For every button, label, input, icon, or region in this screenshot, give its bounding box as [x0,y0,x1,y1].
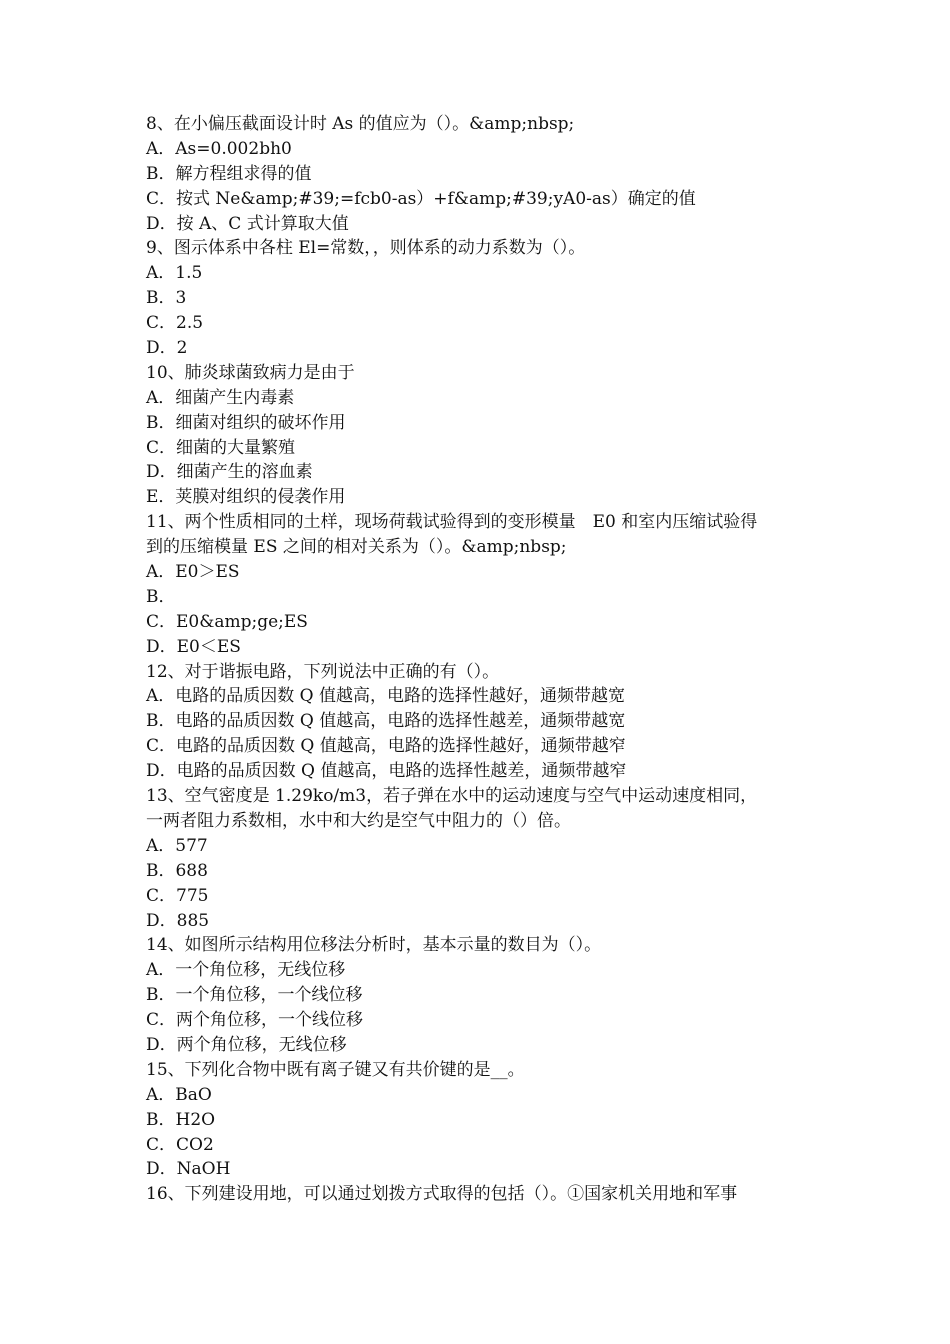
text-line: 9、图示体系中各柱 El=常数，，则体系的动力系数为（）。 [146,238,586,259]
text-line: 13、空气密度是 1.29ko/m3，若子弹在水中的运动速度与空气中运动速度相同， [146,786,758,807]
text-line: C．细菌的大量繁殖 [146,437,296,458]
text-line: B．688 [146,860,208,881]
text-line: D．电路的品质因数 Q 值越高，电路的选择性越差，通频带越窄 [146,761,627,782]
text-line: D．885 [146,910,210,931]
question-text-block [146,112,811,1207]
text-line: D．细菌产生的溶血素 [146,462,313,483]
text-line: A．一个角位移，无线位移 [146,960,346,981]
text-line: 一两者阻力系数相，水中和大约是空气中阻力的（）倍。 [146,810,571,831]
text-line: 到的压缩模量 ES 之间的相对关系为（）。&amp;nbsp; [146,537,567,558]
text-line: C．775 [146,885,209,906]
text-line: A．As=0.002bh0 [146,138,292,159]
text-line: A．1.5 [146,263,203,284]
text-line: 11、两个性质相同的土样，现场荷载试验得到的变形模量 E0 和室内压缩试验得 [146,512,758,533]
text-line: D．NaOH [146,1159,231,1180]
text-line: 16、下列建设用地，可以通过划拨方式取得的包括（）。①国家机关用地和军事 [146,1184,738,1205]
text-line: B．一个角位移，一个线位移 [146,985,363,1006]
text-line: B．解方程组求得的值 [146,163,312,184]
text-line: A．电路的品质因数 Q 值越高，电路的选择性越好，通频带越宽 [146,686,626,707]
text-line: A．E0＞ES [146,562,240,583]
text-line: 15、下列化合物中既有离子键又有共价键的是__。 [146,1059,525,1080]
text-line: 10、肺炎球菌致病力是由于 [146,362,355,383]
text-line: C．两个角位移，一个线位移 [146,1010,364,1031]
text-line: D．两个角位移，无线位移 [146,1034,347,1055]
text-line: D．E0＜ES [146,636,241,657]
text-line: A．细菌产生内毒素 [146,387,295,408]
text-line: B．3 [146,288,187,309]
text-line: D．按 A、C 式计算取大值 [146,213,349,234]
text-line: 8、在小偏压截面设计时 As 的值应为（）。&amp;nbsp; [146,114,575,134]
text-line: C．2.5 [146,313,204,334]
text-line: C．电路的品质因数 Q 值越高，电路的选择性越好，通频带越窄 [146,736,626,757]
text-line: C．按式 Ne&amp;#39;=fcb0-as）+f&amp;#39;yA0-as）确定的值 [146,188,696,209]
text-line: C．CO2 [146,1134,214,1155]
text-line: A．577 [146,835,208,856]
text-line: B．细菌对组织的破坏作用 [146,412,346,433]
text-line: E．荚膜对组织的侵袭作用 [146,487,346,508]
text-line: 14、如图所示结构用位移法分析时，基本示量的数目为（）。 [146,935,602,956]
text-line: 12、对于谐振电路，下列说法中正确的有（）。 [146,661,500,682]
text-line: A．BaO [146,1084,212,1105]
text-line: B．H2O [146,1109,216,1130]
text-line: B．电路的品质因数 Q 值越高，电路的选择性越差，通频带越宽 [146,711,626,732]
text-line: B． [146,586,176,607]
text-line: D．2 [146,338,188,359]
text-line: C．E0&amp;ge;ES [146,611,308,632]
